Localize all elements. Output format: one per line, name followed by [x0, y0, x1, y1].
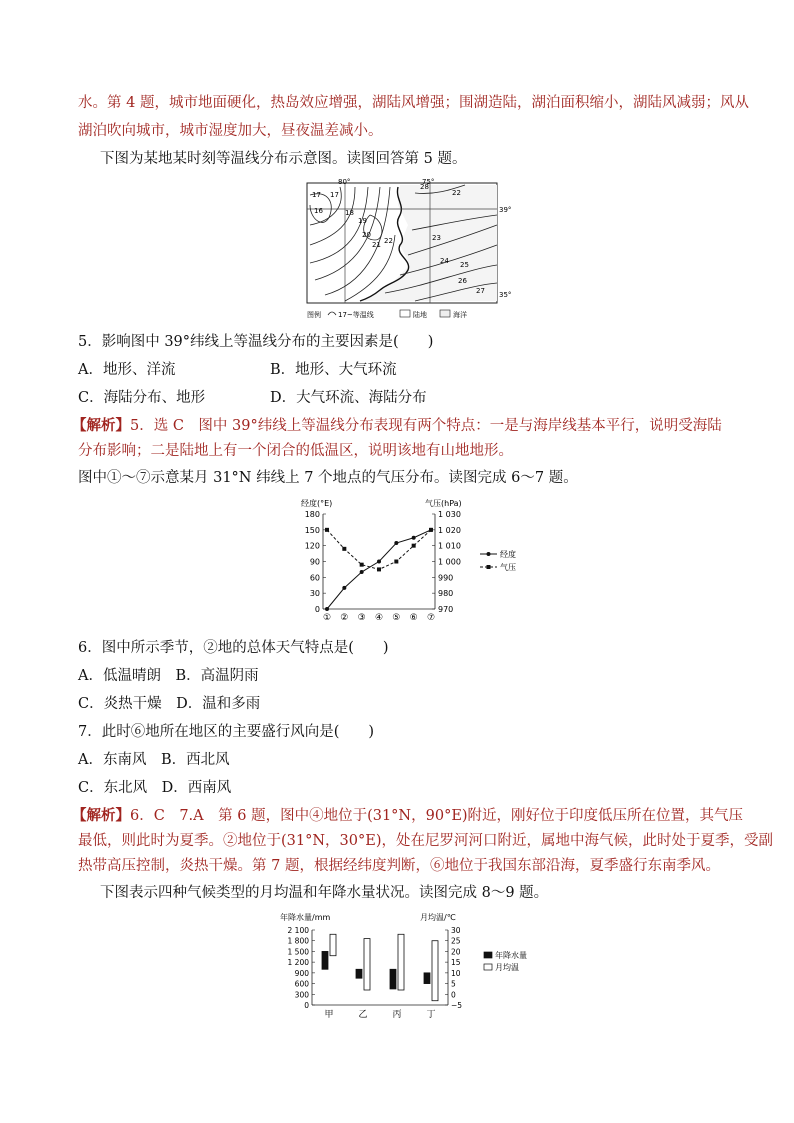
svg-text:图例: 图例: [307, 311, 321, 319]
chart1-point: [325, 607, 329, 611]
svg-text:24: 24: [440, 257, 449, 265]
chart1-point: [412, 544, 416, 548]
chart2-left-ylabel: 年降水量/mm: [280, 913, 331, 922]
chart2-legend-label: 年降水量: [495, 951, 527, 960]
question-5: 5．影响图中 39°纬线上等温线分布的主要因素是( ): [78, 334, 434, 350]
svg-text:18: 18: [345, 209, 354, 217]
chart1-x-tick: ⑤: [392, 613, 401, 623]
chart1-point: [360, 570, 364, 574]
chart1-right-tick: 990: [438, 573, 454, 583]
chart1-right-tick: 1 010: [438, 541, 461, 551]
chart1-point: [377, 567, 381, 571]
chart1-left-tick: 30: [309, 589, 320, 599]
svg-text:22: 22: [384, 237, 393, 245]
intro-q8-9: 下图表示四种气候类型的月均温和年降水量状况。读图完成 8～9 题。: [100, 885, 549, 901]
chart1-point: [412, 536, 416, 540]
chart1-left-tick: 120: [304, 541, 320, 551]
chart1-x-tick: ②: [340, 613, 349, 623]
chart1-x-tick: ⑦: [426, 613, 436, 623]
chart2-x-tick: 乙: [358, 1010, 368, 1020]
text-line-1: 水。第 4 题，城市地面硬化，热岛效应增强，湖陆风增强；围湖造陆，湖泊面积缩小，湖陆风减弱；风从: [78, 95, 749, 111]
lat-label-35: 35°: [499, 291, 512, 299]
question-7: 7．此时⑥地所在地区的主要盛行风向是( ): [78, 724, 375, 740]
chart2-left-tick: 300: [294, 990, 309, 1000]
chart1-right-tick: 1 020: [438, 525, 461, 535]
chart2-left-tick: 900: [294, 968, 309, 978]
svg-text:16: 16: [314, 207, 323, 215]
chart1-right-tick: 980: [438, 589, 454, 599]
chart1-right-tick: 970: [438, 605, 454, 614]
lon-label-75: 75°: [422, 178, 435, 186]
chart2-right-tick: 10: [451, 968, 461, 978]
chart2-temp-bar: [432, 941, 438, 1001]
chart1-point: [394, 560, 398, 564]
chart2-left-tick: 1 200: [287, 958, 309, 968]
answer-5-line-1: 【解析】5．选 C 图中 39°纬线上等温线分布表现有两个特点：一是与海岸线基本平行，说明受海陆: [72, 417, 722, 434]
chart1-legend-marker: [487, 565, 491, 569]
chart2-right-tick: 20: [451, 947, 461, 957]
chart2-left-tick: 1 500: [287, 947, 309, 957]
svg-text:26: 26: [458, 277, 467, 285]
chart2-legend-label: 月均温: [495, 963, 519, 972]
chart2-right-tick: −5: [451, 1001, 463, 1010]
chart1-point: [429, 528, 433, 532]
chart1-right-tick: 1 030: [438, 510, 461, 519]
q7-options-ab: A．东南风 B．西北风: [78, 752, 230, 768]
text-line-2: 湖泊吹向城市，城市湿度加大，昼夜温差减小。: [78, 123, 383, 139]
chart2-legend-swatch: [484, 952, 492, 958]
q6-options-ab: A．低温晴朗 B．高温阴雨: [78, 668, 259, 684]
question-6: 6．图中所示季节，②地的总体天气特点是( ): [78, 640, 389, 656]
answer-67-line-2: 最低，则此时为夏季。②地位于(31°N，30°E)，处在尼罗河河口附近，属地中海气候，此时处于夏季，受副: [78, 833, 773, 849]
chart1-point: [360, 563, 364, 567]
svg-text:27: 27: [476, 287, 485, 295]
chart1-point: [325, 528, 329, 532]
chart2-right-tick: 5: [451, 979, 456, 989]
chart1-right-tick: 1 000: [438, 557, 461, 567]
chart1-left-tick: 150: [304, 525, 320, 535]
svg-text:陆地: 陆地: [413, 311, 427, 319]
svg-text:22: 22: [452, 189, 461, 197]
isotherm-map: [300, 175, 525, 325]
chart1-left-tick: 90: [309, 557, 320, 567]
chart2-precip-bar: [322, 951, 328, 969]
chart2-right-tick: 0: [451, 990, 456, 1000]
svg-text:21: 21: [372, 241, 381, 249]
answer-tag: 【解析】: [72, 417, 130, 434]
chart1-point: [342, 586, 346, 590]
lat-label-39: 39°: [499, 206, 512, 214]
chart1-legend-label: 经度: [500, 550, 516, 559]
chart2-left-tick: 0: [304, 1001, 309, 1010]
chart1-point: [394, 541, 398, 545]
chart2-legend-swatch: [484, 964, 492, 970]
climate-chart: [270, 910, 540, 1020]
chart2-right-tick: 30: [451, 926, 461, 935]
q5-option-a: A．地形、洋流: [78, 362, 176, 378]
chart1-x-tick: ①: [322, 613, 332, 623]
chart1-x-tick: ⑥: [409, 613, 418, 623]
chart2-temp-bar: [398, 934, 404, 990]
chart1-legend-label: 气压: [500, 563, 516, 572]
svg-text:19: 19: [358, 217, 367, 225]
pressure-longitude-chart: [285, 494, 535, 629]
q7-options-cd: C．东北风 D．西南风: [78, 780, 232, 796]
chart1-right-ylabel: 气压(hPa): [425, 499, 462, 508]
svg-text:17~等温线: 17~等温线: [338, 311, 374, 319]
map-legend: [307, 310, 467, 319]
chart1-left-tick: 60: [309, 573, 320, 583]
svg-text:20: 20: [362, 231, 371, 239]
chart2-right-tick: 15: [451, 958, 461, 968]
chart1-left-ylabel: 经度(°E): [301, 499, 333, 508]
svg-text:海洋: 海洋: [453, 311, 467, 319]
q5-option-b: B．地形、大气环流: [270, 362, 397, 378]
chart1-left-tick: 180: [304, 510, 320, 519]
svg-text:23: 23: [432, 234, 441, 242]
chart2-x-tick: 甲: [324, 1010, 334, 1020]
chart2-left-tick: 1 800: [287, 936, 309, 946]
lon-label-80: 80°: [338, 178, 351, 186]
svg-text:17: 17: [312, 191, 321, 199]
chart1-point: [342, 547, 346, 551]
chart2-left-tick: 600: [294, 979, 309, 989]
svg-text:28: 28: [420, 183, 429, 191]
chart2-right-ylabel: 月均温/℃: [420, 913, 456, 922]
answer-67-line-3: 热带高压控制，炎热干燥。第 7 题，根据经纬度判断，⑥地位于我国东部沿海，夏季盛行东南季风。: [78, 858, 720, 874]
answer-5-line-2: 分布影响；二是陆地上有一个闭合的低温区，说明该地有山地地形。: [78, 443, 513, 459]
svg-text:25: 25: [460, 261, 469, 269]
intro-q6-7: 图中①～⑦示意某月 31°N 纬线上 7 个地点的气压分布。读图完成 6～7 题。: [78, 470, 578, 486]
chart2-x-tick: 丁: [426, 1010, 436, 1020]
answer-tag: 【解析】: [72, 807, 130, 824]
svg-text:17: 17: [330, 191, 339, 199]
intro-q5: 下图为某地某时刻等温线分布示意图。读图回答第 5 题。: [100, 151, 467, 167]
chart2-temp-bar: [330, 934, 336, 955]
chart2-right-tick: 25: [451, 936, 461, 946]
chart1-x-tick: ③: [357, 613, 366, 623]
q6-options-cd: C．炎热干燥 D．温和多雨: [78, 696, 261, 712]
chart1-legend-marker: [487, 552, 491, 556]
answer-67-line-1: 【解析】6．C 7.A 第 6 题，图中④地位于(31°N，90°E)附近，刚好位于印度低压所在位置，其气压: [72, 807, 744, 824]
chart2-temp-bar: [364, 939, 370, 990]
chart1-left-tick: 0: [314, 605, 320, 614]
q5-option-d: D．大气环流、海陆分布: [270, 390, 427, 406]
chart1-point: [377, 560, 381, 564]
q5-option-c: C．海陆分布、地形: [78, 390, 206, 406]
chart2-x-tick: 丙: [392, 1010, 402, 1020]
chart2-precip-bar: [424, 973, 430, 984]
chart2-left-tick: 2 100: [287, 926, 309, 935]
chart2-precip-bar: [390, 969, 396, 989]
chart2-precip-bar: [356, 969, 362, 978]
chart1-x-tick: ④: [374, 613, 384, 623]
